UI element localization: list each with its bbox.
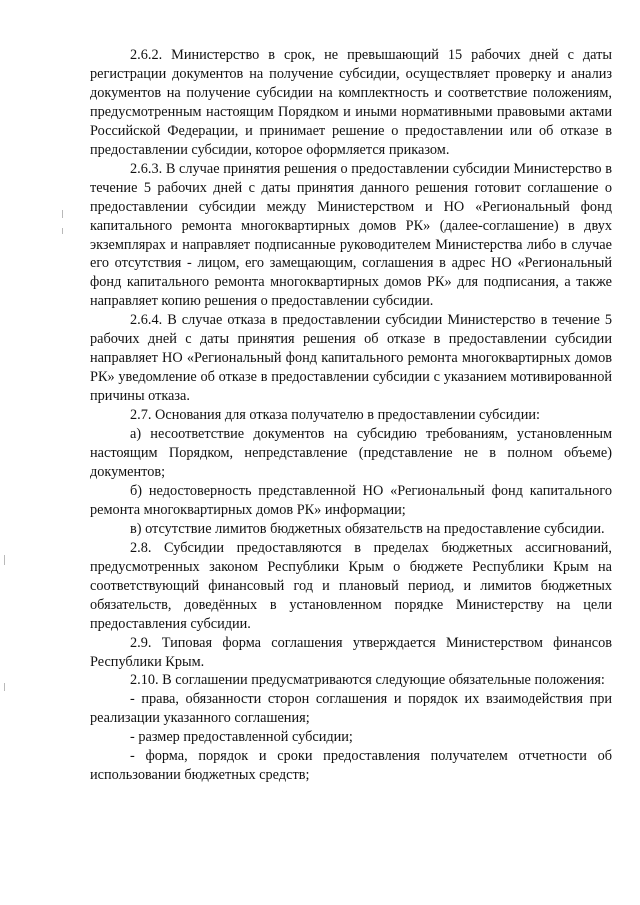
list-item-v: в) отсутствие лимитов бюджетных обязательств на предоставление субсидии. xyxy=(130,520,605,537)
paragraph-2-6-3: 2.6.3. В случае принятия решения о предоставлении субсидии Министерство в течение 5 рабочих дней с даты принятия данного решения готовит соглашение о предоставлении субсидии между Министерством и НО «Региональный фонд капитального ремонта многоквартирных домов РК» (далее-соглашение) в двух экземплярах и направляет подписанные руководителем Министерства либо в случае его отсутствия - лицом, его замещающим, соглашения в адрес НО «Региональный фонд капитального ремонта многоквартирных домов РК» для подписания, а также направляет копию решения о предоставлении субсидии. xyxy=(90,160,612,310)
scan-artifact xyxy=(4,555,5,565)
paragraph-2-6-4: 2.6.4. В случае отказа в предоставлении субсидии Министерство в течение 5 рабочих дней с даты принятия решения об отказе в предоставлении субсидии направляет НО «Региональный фонд капитального ремонта многоквартирных домов РК» уведомление об отказе в предоставлении субсидии с указанием мотивированной причины отказа. xyxy=(90,312,612,405)
scan-artifact xyxy=(4,683,5,691)
paragraph-2-6-2: 2.6.2. Министерство в срок, не превышающий 15 рабочих дней с даты регистрации документов на получение субсидии, осуществляет проверку и анализ документов на получение субсидии на комплектность и соответствие положениям, предусмотренным настоящим Порядком и иными нормативными правовыми актами Российской Федерации, и принимает решение о предоставлении или об отказе в предоставлении субсидии, которое оформляется приказом. xyxy=(90,47,612,158)
provision-item: - права, обязанности сторон соглашения и порядок их взаимодействия при реализации указанного соглашения; xyxy=(90,691,612,727)
paragraph-2-7: 2.7. Основания для отказа получателю в предоставлении субсидии: xyxy=(130,407,540,424)
paragraph-2-9: 2.9. Типовая форма соглашения утверждается Министерством финансов Республики Крым. xyxy=(90,634,612,670)
provision-item: - форма, порядок и сроки предоставления получателем отчетности об использовании бюджетных средств; xyxy=(90,748,612,784)
paragraph-2-8: 2.8. Субсидии предоставляются в пределах бюджетных ассигнований, предусмотренных законом Республики Крым о бюджете Республики Крым на соответствующий финансовый год и плановый период, и лимитов бюджетных обязательств, доведённых в установленном порядке Министерству на цели предоставления субсидии. xyxy=(90,539,612,632)
paragraph-2-10: 2.10. В соглашении предусматриваются следующие обязательные положения: xyxy=(130,672,605,689)
list-item-b: б) недостоверность представленной НО «Региональный фонд капитального ремонта многоквартирных домов РК» информации; xyxy=(90,482,612,518)
list-item-a: а) несоответствие документов на субсидию требованиям, установленным настоящим Порядком, непредставление (представление не в полном объеме) документов; xyxy=(90,426,612,480)
provision-item: - размер предоставленной субсидии; xyxy=(130,729,353,746)
scan-artifact xyxy=(62,228,63,234)
document-page xyxy=(90,46,612,785)
scan-artifact xyxy=(62,210,63,218)
